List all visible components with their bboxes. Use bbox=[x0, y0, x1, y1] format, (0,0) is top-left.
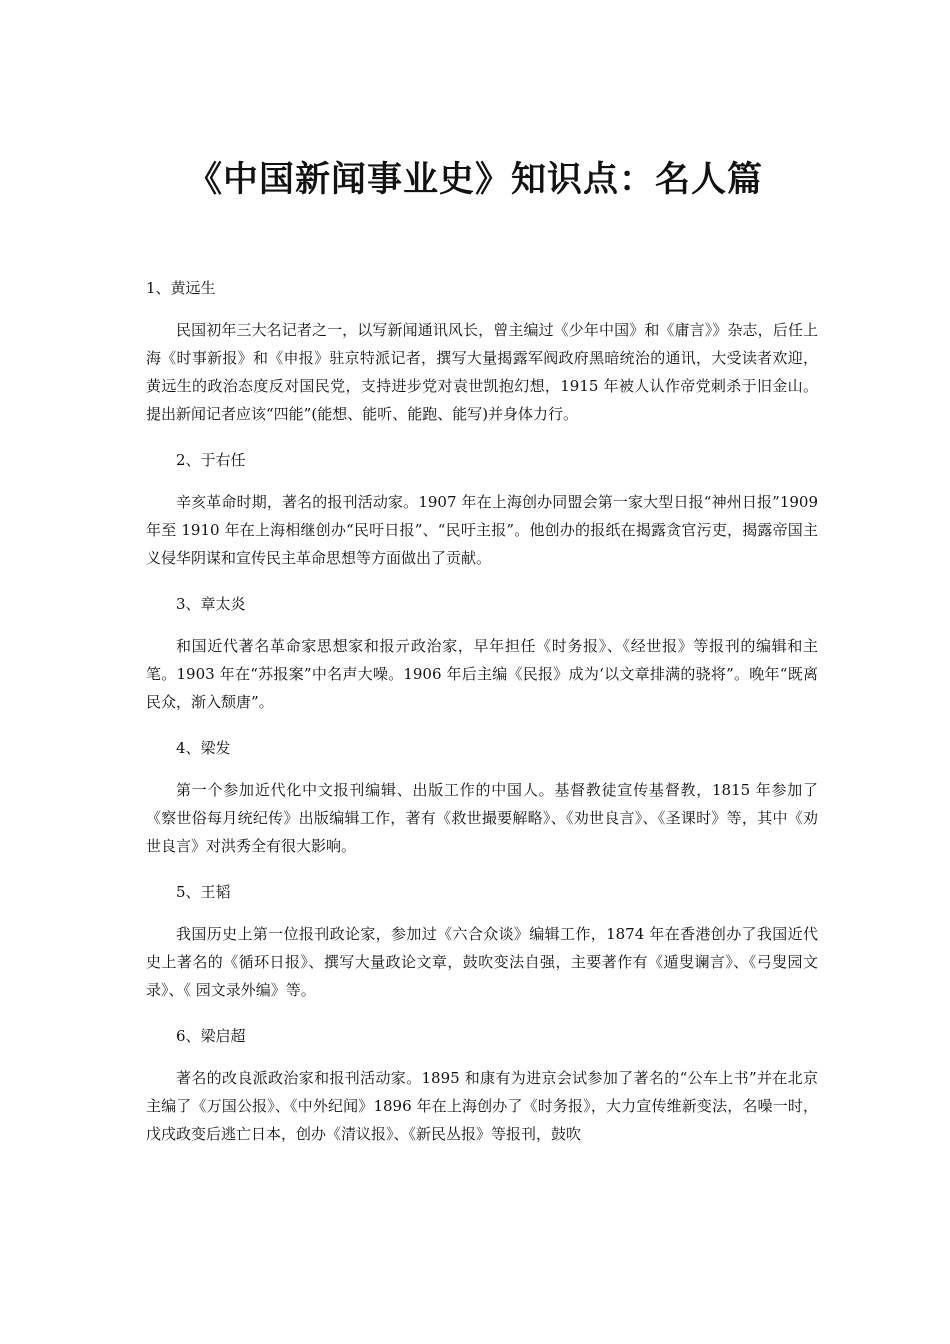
section-heading: 4、梁发 bbox=[176, 739, 231, 757]
section-zhang-taiyan bbox=[146, 594, 818, 716]
section-huang-yuansheng bbox=[146, 278, 818, 428]
section-paragraph: 民国初年三大名记者之一，以写新闻通讯风长，曾主编过《少年中国》和《庸言》》杂志，后任上海《时事新报》和《申报》驻京特派记者，撰写大量揭露军阀政府黑暗统治的通讯，大受读者欢迎，黄远生的政治态度反对国民党，支持进步党对袁世凯抱幻想，1915 年被人认作帝党刺杀于旧金山。提出新闻记者应该“四能”(能想、能听、能跑、能写)并身体力行。 bbox=[146, 321, 818, 423]
section-yu-youren bbox=[146, 450, 818, 572]
section-heading: 6、梁启超 bbox=[176, 1027, 246, 1045]
document-body bbox=[146, 278, 818, 1170]
section-heading: 2、于右任 bbox=[176, 451, 246, 469]
section-wang-tao bbox=[146, 882, 818, 1004]
section-paragraph: 著名的改良派政治家和报刊活动家。1895 和康有为进京会试参加了著名的“公车上书”并在北京主编了《万国公报》、《中外纪闻》1896 年在上海创办了《时务报》，大力宣传维新变法，名噪一时，戊戌政变后逃亡日本，创办《清议报》、《新民丛报》等报刊，鼓吹 bbox=[146, 1069, 818, 1143]
section-heading: 3、章太炎 bbox=[176, 595, 246, 613]
document-title: 《中国新闻事业史》知识点：名人篇 bbox=[186, 160, 763, 200]
section-paragraph: 我国历史上第一位报刊政论家，参加过《六合众谈》编辑工作，1874 年在香港创办了我国近代史上著名的《循环日报》、撰写大量政论文章，鼓吹变法自强，主要著作有《遁叟谰言》、《弓叟园文录》、《 园文录外编》等。 bbox=[146, 925, 818, 999]
section-liang-fa bbox=[146, 738, 818, 860]
section-paragraph: 辛亥革命时期，著名的报刊活动家。1907 年在上海创办同盟会第一家大型日报“神州日报”1909 年至 1910 年在上海相继创办“民吁日报”、“民吁主报”。他创办的报纸在揭露贪官污吏，揭露帝国主义侵华阴谋和宣传民主革命思想等方面做出了贡献。 bbox=[146, 493, 818, 567]
section-paragraph: 第一个参加近代化中文报刊编辑、出版工作的中国人。基督教徒宣传基督教，1815 年参加了《察世俗每月统纪传》出版编辑工作，著有《救世撮要解略》、《劝世良言》、《圣课时》等，其中《劝世良言》对洪秀全有很大影响。 bbox=[146, 781, 818, 855]
section-heading: 5、王韬 bbox=[176, 883, 231, 901]
section-heading: 1、黄远生 bbox=[146, 279, 216, 297]
section-paragraph: 和国近代著名革命家思想家和报亓政治家，早年担任《时务报》、《经世报》等报刊的编辑和主笔。1903 年在“苏报案”中名声大噪。1906 年后主编《民报》成为‘以文章排满的骁将”。晚年“既离民众，渐入颓唐”。 bbox=[146, 637, 818, 711]
section-liang-qichao bbox=[146, 1026, 818, 1148]
